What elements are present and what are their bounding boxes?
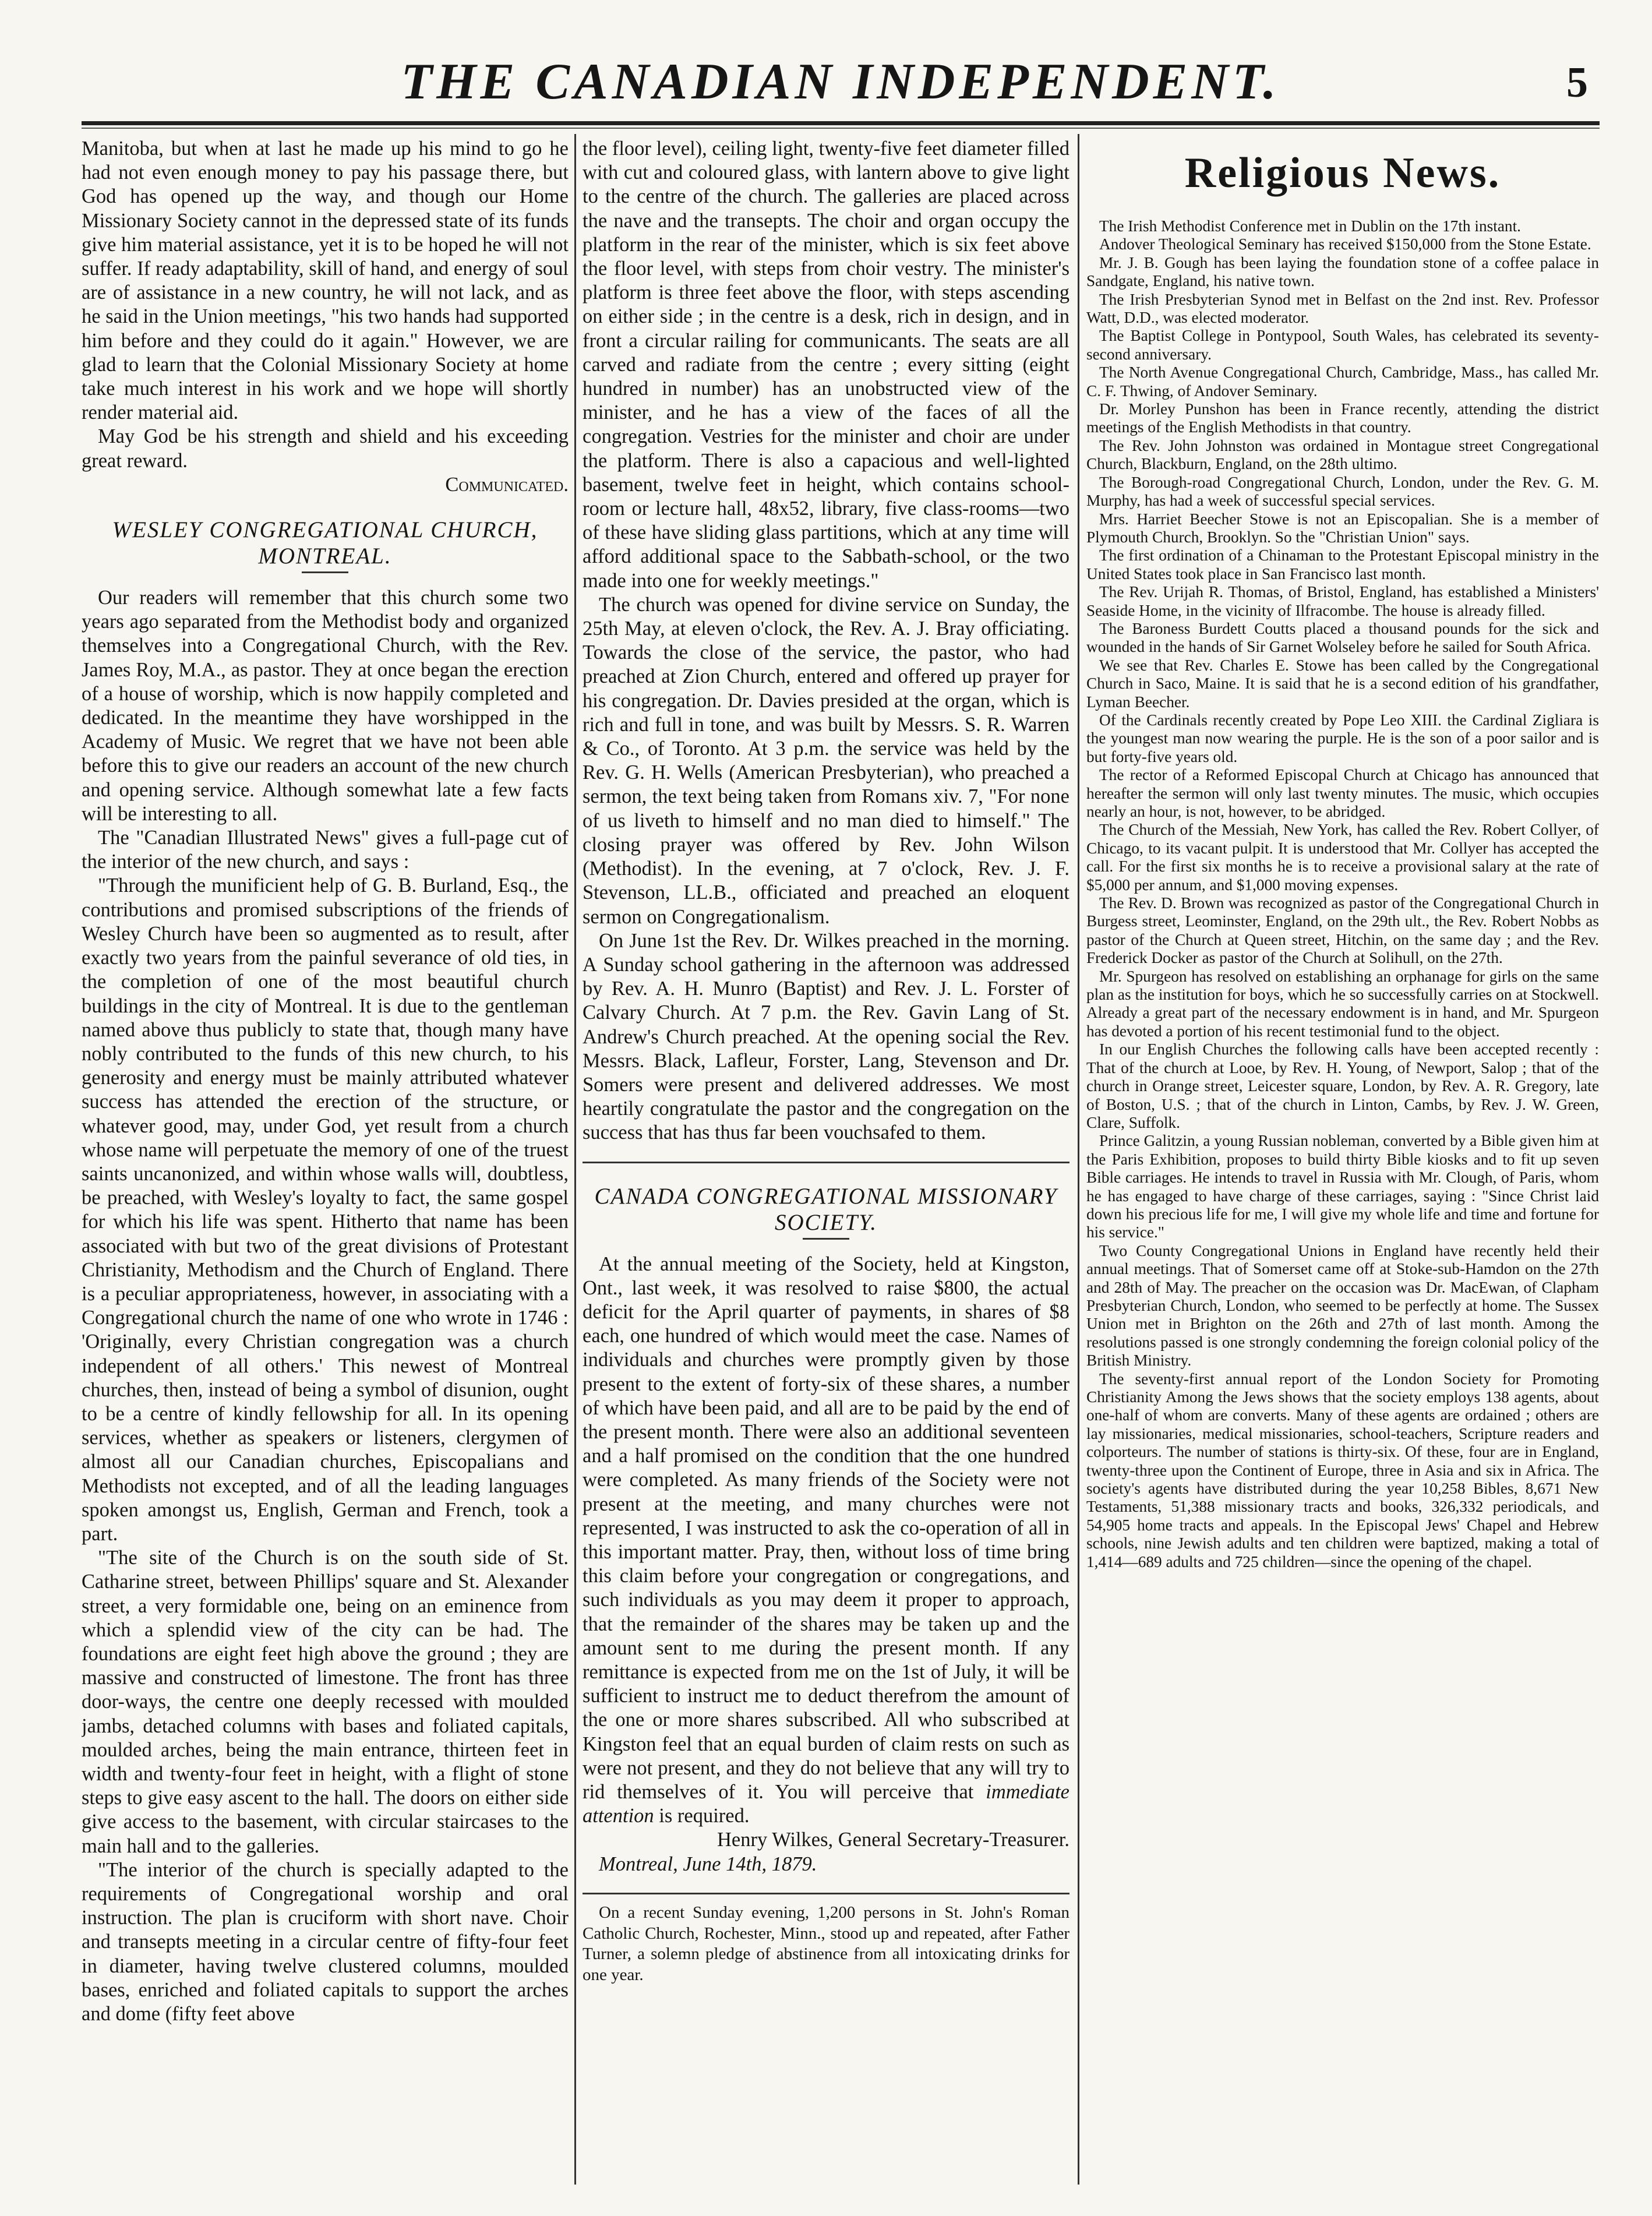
news-item: The first ordination of a Chinaman to the Protestant Episcopal ministry in the United States took place in San Francisco last month. — [1086, 546, 1599, 583]
news-item: The Irish Methodist Conference met in Dublin on the 17th instant. — [1099, 217, 1521, 235]
masthead — [82, 41, 1600, 128]
news-item: Dr. Morley Punshon has been in France recently, attending the district meetings of the English Methodists in that country. — [1086, 400, 1599, 436]
news-item: The North Avenue Congregational Church, Cambridge, Mass., has called Mr. C. F. Thwing, of Andover Seminary. — [1086, 364, 1599, 400]
news-item: Mrs. Harriet Beecher Stowe is not an Episcopalian. She is a member of Plymouth Church, Brooklyn. So the "Christian Union" says. — [1086, 510, 1599, 546]
paragraph: "Through the munificient help of G. B. Burland, Esq., the contributions and promised subscriptions of the friends of Wesley Church have been so augmented as to result, after exactly two years from the painful severance of old ties, in the completion of one of the most beautiful church buildings in the city of Montreal. It is due to the gentleman named above thus publicly to state that, though many have nobly contributed to the funds of this new church, to his generosity and energy must be mainly attributed whatever success has attended the erection of the structure, or whatever good, may, under God, yet result from a church whose name will perpetuate the memory of one of the truest saints uncanonized, and within whose walls will, doubtless, be preached, with Wesley's loyalty to fact, the same gospel for which his life was spent. Hitherto that name has been associated with but two of the great divisions of Protestant Christianity, Methodism and the Church of England. There is a peculiar appropriateness, however, in associating with a Congregational church the name of one who wrote in 1746 : 'Originally, every Christian congregation was a church independent of all others.' This newest of Montreal churches, then, instead of being a symbol of disunion, ought to be a centre of kindly fellowship for all. In its opening services, whether as speakers or listeners, clergymen of almost all our Canadian churches, Episcopalians and Methodists not excepted, and of all the leading languages spoken amongst us, English, German and French, took a part. — [82, 874, 569, 1545]
emphasis-text: immediate attention — [583, 1781, 1069, 1827]
news-item: The seventy-first annual report of the London Society for Promoting Christianity Among the Jews shows that the society employs 138 agents, about one-half of whom are converts. Many of these agents are ordained ; others are lay missionaries, medical missionaries, school-teachers, Scripture readers and colporteurs. The number of stations is thirty-six. Of these, four are in England, twenty-three upon the Continent of Europe, three in Asia and six in Africa. The society's agents have distributed during the year 10,258 Bibles, 8,671 New Testaments, 51,388 missionary tracts and books, 326,332 periodicals, and 54,905 home tracts and appeals. In the Episcopal Jews' Chapel and Hebrew schools, nine Jewish adults and ten children were baptized, making a total of 1,414—689 adults and 725 children—since the opening of the chapel. — [1086, 1370, 1599, 1571]
section-title: Religious News. — [1184, 149, 1501, 197]
column-2 — [583, 137, 1069, 2182]
dateline: Montreal, June 14th, 1879. — [599, 1852, 817, 1875]
news-item: The Borough-road Congregational Church, London, under the Rev. G. M. Murphy, has had a week of successful special services. — [1086, 473, 1599, 510]
paragraph: Manitoba, but when at last he made up his mind to go he had not even enough money to pay his passage there, but God has opened up the way, and though our Home Missionary Society cannot in the depressed state of its funds give him material assistance, yet it is to be hoped he will not suffer. If ready adaptability, skill of hand, and energy of soul are of assistance in a new country, he will not lack, and as he said in the Union meetings, "his two hands had supported him before and they could do it again." However, we are glad to learn that the Colonial Missionary Society at home take much interest in his work and we hope will shortly render material aid. — [82, 137, 569, 424]
news-item: Two County Congregational Unions in England have recently held their annual meetings. That of Somerset came off at Stoke-sub-Hamdon on the 27th and 28th of May. The preacher on the occasion was Dr. MacEwan, of Clapham Presbyterian Church, London, who seemed to be perfectly at home. The Sussex Union met in Brighton on the 26th and 27th of last month. Among the resolutions passed is one strongly condemning the foreign colonial policy of the British Ministry. — [1086, 1241, 1599, 1370]
news-item: The Baroness Burdett Coutts placed a thousand pounds for the sick and wounded in the hands of Sir Garnet Wolseley before he sailed for South Africa. — [1086, 619, 1599, 656]
paragraph-text: At the annual meeting of the Society, held at Kingston, Ont., last week, it was resolved to raise $800, the actual deficit for the April quarter of payments, in shares of $8 each, one hundred of which would meet the case. Names of individuals and churches were promptly given by those present to the extent of forty-six of these shares, a number of which have been paid, and all are to be paid by the end of the present month. There were also an additional seventeen and a half promised on the condition that the one hundred were completed. As many friends of the Society were not present at the meeting, and many churches were not represented, I was instructed to ask the co-operation of all in this important matter. Pray, then, without loss of time bring this claim before your congregation or congregations, and such individuals as you may deem it proper to approach, that the remainder of the shares may be taken up and the amount sent to me during the present month. If any remittance is expected from me on the 1st of July, it will be sufficient to instruct me to deduct therefrom the amount of the one or more shares subscribed. All who subscribed at Kingston feel that an equal burden of claim rests on such as were not present, and they do not believe that any will try to rid themselves of it. You will perceive that — [583, 1252, 1069, 1803]
news-item: Of the Cardinals recently created by Pope Leo XIII. the Cardinal Zigliara is the youngest man now wearing the purple. He is the son of a poor sailor and is but forty-five years old. — [1086, 711, 1599, 765]
column-divider — [1078, 134, 1079, 2185]
paragraph: the floor level), ceiling light, twenty-five feet diameter filled with cut and coloured glass, with lantern above to give light to the centre of the church. The galleries are placed across the nave and the transepts. The choir and organ occupy the platform in the rear of the minister, which is six feet above the floor level, with steps from choir vestry. The minister's platform is three feet above the floor, with steps ascending on either side ; in the centre is a desk, rich in design, and in front a circular railing for communicants. The seats are all carved and radiate from the centre ; every sitting (eight hundred in number) has an unobstructed view of the minister, and he has a view of the faces of all the congregation. Vestries for the minister and choir are under the platform. There is also a capacious and well-lighted basement, twelve feet in height, which contains school-room or lecture hall, 48x52, library, five class-rooms—two of these have sliding glass partitions, which at any time will afford additional space to the Sabbath-school, or the two made into one for weekly meetings." — [583, 137, 1069, 592]
column-1 — [82, 137, 569, 2182]
paragraph: On June 1st the Rev. Dr. Wilkes preached in the morning. A Sunday school gathering in the afternoon was addressed by Rev. A. H. Munro (Baptist) and Rev. J. L. Forster of Calvary Church. At 7 p.m. the Rev. Gavin Lang of St. Andrew's Church preached. At the opening social the Rev. Messrs. Black, Lafleur, Forster, Lang, Stevenson and Dr. Somers were present and delivered addresses. We most heartily congratulate the pastor and the congregation on the success that has thus far been vouchsafed to them. — [583, 929, 1069, 1144]
paragraph — [583, 1252, 1069, 1829]
page-number: 5 — [1566, 59, 1588, 107]
news-item: Andover Theological Seminary has received $150,000 from the Stone Estate. — [1099, 235, 1591, 253]
news-item: The Church of the Messiah, New York, has called the Rev. Robert Collyer, of Chicago, to its vacant pulpit. It is understood that Mr. Collyer has accepted the call. For the first six months he is to receive a provisional salary at the rate of $5,000 per annum, and $1,000 moving expenses. — [1086, 821, 1599, 894]
article-heading: WESLEY CONGREGATIONAL CHURCH, MONTREAL. — [112, 517, 538, 569]
masthead-rule — [82, 121, 1600, 129]
paragraph: Our readers will remember that this church some two years ago separated from the Methodist body and organized themselves into a Congregational Church, with the Rev. James Roy, M.A., as pastor. They at once began the erection of a house of worship, which is now happily completed and dedicated. In the meantime they have worshipped in the Academy of Music. We regret that we have not been able before this to give our readers an account of the new church and opening service. Although somewhat late a few facts will be interesting to all. — [82, 587, 569, 825]
section-rule — [583, 1162, 1069, 1163]
paragraph: The church was opened for divine service on Sunday, the 25th May, at eleven o'clock, the Rev. A. J. Bray officiating. Towards the close of the service, the pastor, who had preached at Zion Church, entered and offered up prayer for his congregation. Dr. Davies presided at the organ, which is rich and full in tone, and was built by Messrs. S. R. Warren & Co., of Toronto. At 3 p.m. the service was held by the Rev. G. H. Wells (American Presbyterian), who preached a sermon, the text being taken from Romans xiv. 7, "For none of us liveth to himself and no man died to himself." The closing prayer was offered by Rev. John Wilson (Methodist). In the evening, at 7 o'clock, Rev. J. F. Stevenson, LL.B., officiated and preached an eloquent sermon on Congregationalism. — [583, 593, 1069, 928]
article-heading: CANADA CONGREGATIONAL MISSIONARY SOCIETY. — [594, 1183, 1058, 1235]
news-item: In our English Churches the following calls have been accepted recently : That of the church at Looe, by Rev. H. Young, of Newport, Salop ; that of the church in Orange street, Leicester square, London, by Rev. A. R. Gregory, late of Boston, U.S. ; that of the church in Linton, Cambs, by Rev. J. W. Green, Clare, Suffolk. — [1086, 1040, 1599, 1131]
news-item: The Rev. John Johnston was ordained in Montague street Congregational Church, Blackburn, England, on the 28th ultimo. — [1086, 436, 1599, 473]
masthead-title: THE CANADIAN INDEPENDENT. — [401, 54, 1280, 110]
column-divider — [574, 134, 576, 2185]
news-item: The rector of a Reformed Episcopal Church at Chicago has announced that hereafter the sermon will only last twenty minutes. The music, which occupies nearly an hour, is not, however, to be abridged. — [1086, 766, 1599, 820]
news-item: Mr. Spurgeon has resolved on establishing an orphanage for girls on the same plan as the institution for boys, which he so successfully carries on at Stockwell. Already a great part of the necessary endowment is in hand, and Mr. Spurgeon has devoted a portion of his recent testimonial fund to the object. — [1086, 967, 1599, 1040]
news-note: On a recent Sunday evening, 1,200 persons in St. John's Roman Catholic Church, Rochester, Minn., stood up and repeated, after Father Turner, a solemn pledge of abstinence from all intoxicating drinks for one year. — [583, 1903, 1069, 1984]
heading-rule — [803, 1238, 849, 1240]
news-item: The Rev. Urijah R. Thomas, of Bristol, England, has established a Ministers' Seaside Home, in the vicinity of Ilfracombe. The house is already filled. — [1086, 583, 1599, 619]
paragraph — [82, 425, 569, 472]
paragraph-text: May God be his strength and shield and his exceeding great reward. — [82, 425, 569, 472]
section-rule — [583, 1893, 1069, 1894]
signature: Henry Wilkes, General Secretary-Treasurer. — [716, 1829, 1069, 1851]
paragraph: "The interior of the church is specially adapted to the requirements of Congregational worship and oral instruction. The plan is cruciform with short nave. Choir and transepts meeting in a circular centre of fifty-four feet in diameter, having twelve clustered columns, moulded bases, enriched and foliated capitals to support the arches and dome (fifty feet above — [82, 1858, 569, 2026]
column-3 — [1086, 137, 1599, 2182]
news-item: Prince Galitzin, a young Russian nobleman, converted by a Bible given him at the Paris Exhibition, proposes to build thirty Bible kiosks and to fit up seven Bible carriages. He intends to travel in Russia with Mr. Clough, of Paris, whom he has engaged to have charge of these carriages, saying : "Since Christ laid down his precious life for me, I will give my whole life and time and fortune for his service." — [1086, 1132, 1599, 1241]
news-item: The Baptist College in Pontypool, South Wales, has celebrated its seventy-second anniversary. — [1086, 327, 1599, 363]
paragraph: "The site of the Church is on the south side of St. Catharine street, between Phillips' square and St. Alexander street, a very formidable one, being on an eminence from which a splendid view of the city can be had. The foundations are eight feet high above the ground ; they are massive and constructed of limestone. The front has three door-ways, the centre one deeply recessed with moulded jambs, detached columns with bases and foliated capitals, moulded arches, being the main entrance, thirteen feet in width and twenty-four feet in height, with a flight of stone steps to give easy ascent to the hall. The doors on either side give access to the basement, with circular staircases to the main hall and to the galleries. — [82, 1547, 569, 1857]
news-item: The Irish Presbyterian Synod met in Belfast on the 2nd inst. Rev. Professor Watt, D.D., was elected moderator. — [1086, 290, 1599, 327]
heading-rule — [302, 571, 348, 573]
news-item: We see that Rev. Charles E. Stowe has been called by the Congregational Church in Saco, Maine. It is said that he is a second edition of his grandfather, Lyman Beecher. — [1086, 656, 1599, 711]
signature: Communicated. — [445, 473, 569, 496]
news-item: Mr. J. B. Gough has been laying the foundation stone of a coffee palace in Sandgate, England, his native town. — [1086, 253, 1599, 290]
paragraph: The "Canadian Illustrated News" gives a full-page cut of the interior of the new church, and says : — [82, 827, 569, 873]
paragraph-text: is required. — [654, 1805, 750, 1827]
news-item: The Rev. D. Brown was recognized as pastor of the Congregational Church in Burgess street, Leominster, England, on the 29th ult., the Rev. Robert Nobbs as pastor of the Church at Queen street, Hitchin, on the same day ; and the Rev. Frederick Docker as pastor of the Church at Solihull, on the 27th. — [1086, 894, 1599, 967]
